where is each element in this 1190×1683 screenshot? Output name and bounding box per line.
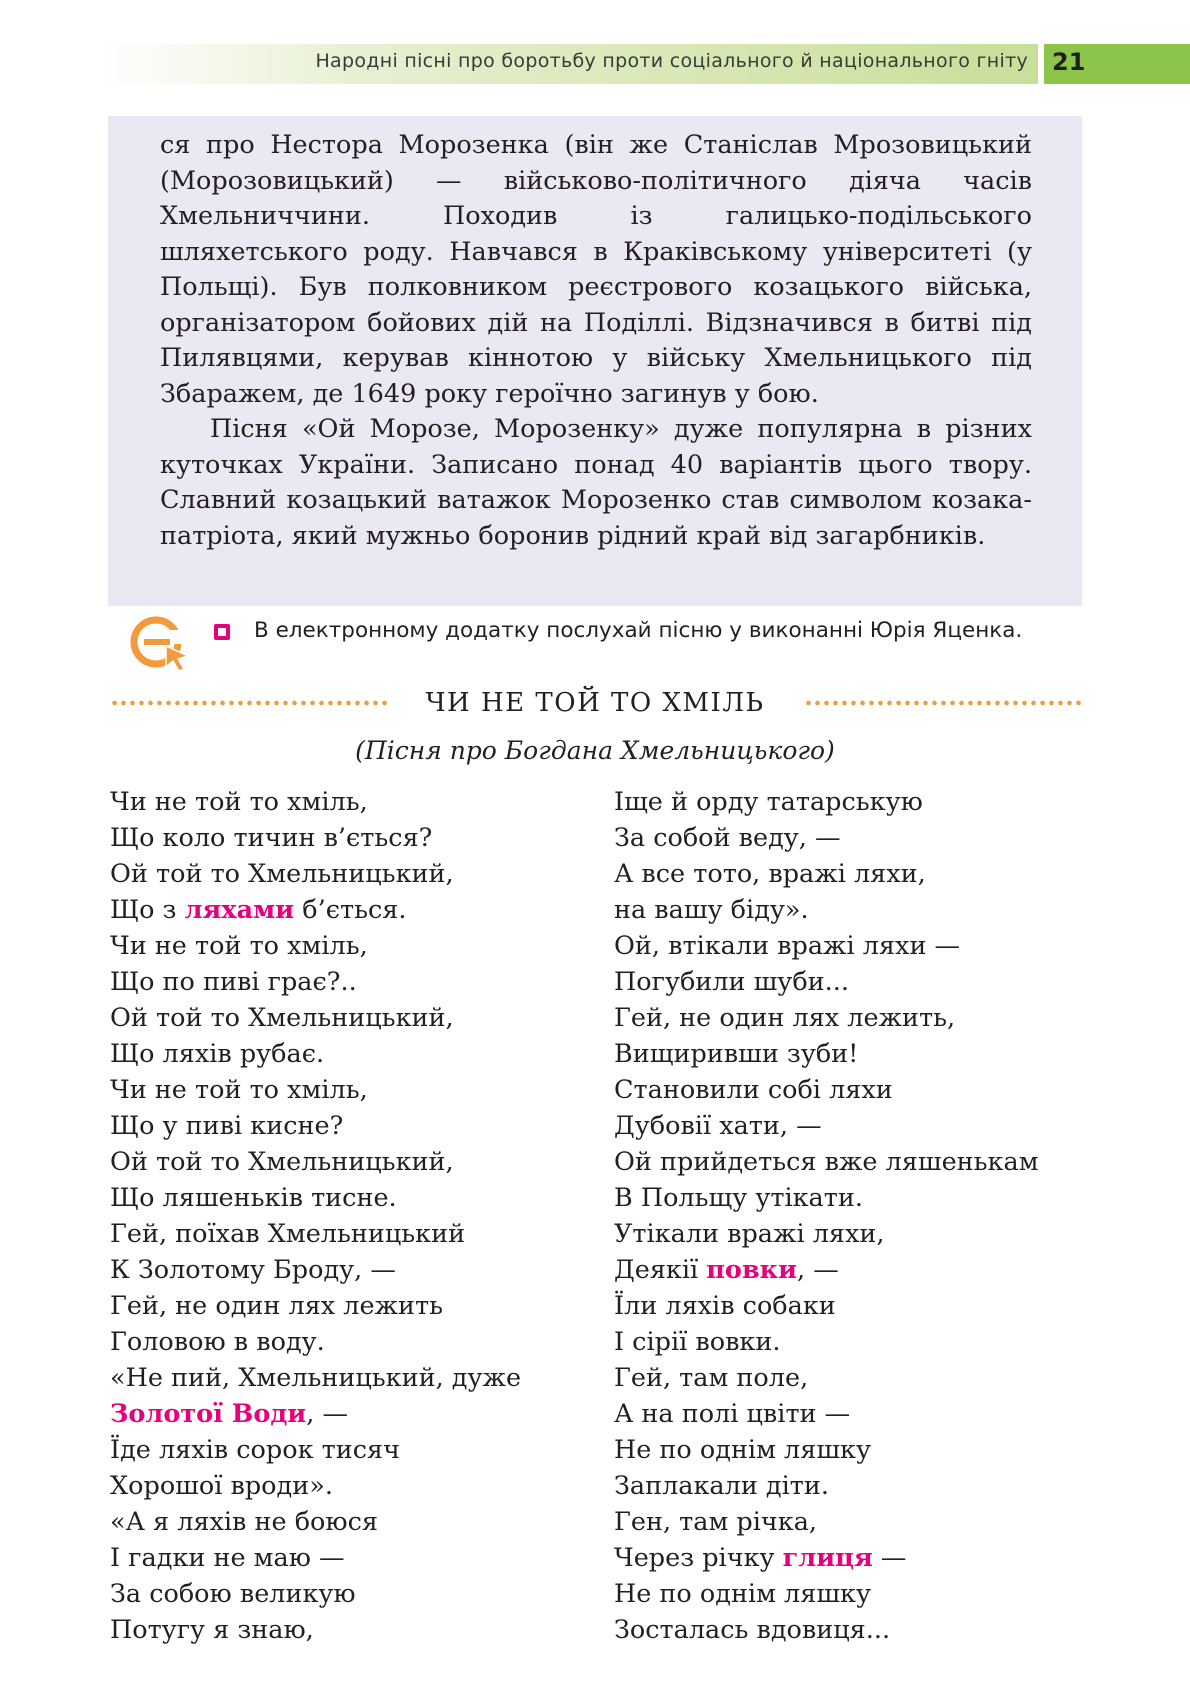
poem-line: Ген, там річка, xyxy=(614,1507,818,1537)
poem-line xyxy=(614,1252,1114,1288)
poem-line-text: Деякії xyxy=(614,1255,707,1285)
poem-line-text: Через річку xyxy=(614,1543,783,1573)
poem-line: Їде ляхів сорок тисяч xyxy=(110,1435,400,1465)
poem-line: Вищиривши зуби! xyxy=(614,1039,859,1069)
poem-line: Ой той то Хмельницький, xyxy=(110,859,454,889)
dotted-divider-left xyxy=(110,700,390,706)
poem-line: Ой прийдеться вже ляшенькам xyxy=(614,1147,1039,1177)
poem-line: Зосталась вдовиця... xyxy=(614,1615,891,1645)
poem-line-text: Що з xyxy=(110,895,185,925)
poem-column-left xyxy=(110,784,610,1648)
square-bullet-icon xyxy=(214,624,230,640)
song-subtitle: (Пісня про Богдана Хмельницького) xyxy=(355,736,835,765)
poem-line: Іще й орду татарськую xyxy=(614,787,923,817)
poem-line: А на полі цвіти — xyxy=(614,1399,851,1429)
poem-line: Ой той то Хмельницький, xyxy=(110,1147,454,1177)
song-title: ЧИ НЕ ТОЙ ТО ХМІЛЬ xyxy=(425,688,765,718)
info-box-text xyxy=(160,128,1032,554)
poem-column-right xyxy=(614,784,1114,1648)
poem-line: Хорошої вроди». xyxy=(110,1471,333,1501)
poem-line-text: б’ється. xyxy=(294,895,407,925)
info-box xyxy=(108,116,1082,606)
info-paragraph-1: ся про Нестора Морозенка (він же Станіслав Мрозовицький (Морозовицький) — військово-політичного діяча часів Хмельниччини. Походив із галицько-подільського шляхетського роду. Навчався в Краківському університеті (у Польщі). Був полковником реєстрового козацького війська, організатором бойових дій на Поділлі. Відзначився в битві під Пилявцями, керував кіннотою у війську Хмельницького під Збаражем, де 1649 року героїчно загинув у бою. xyxy=(160,130,1032,409)
poem-line xyxy=(110,892,610,928)
poem-line: Їли ляхів собаки xyxy=(614,1291,836,1321)
poem-line: Чи не той то хміль, xyxy=(110,787,368,817)
e-supplement-note[interactable]: В електронному додатку послухай пісню у виконанні Юрія Яценка. xyxy=(254,618,1023,643)
poem-line: «А я ляхів не боюся xyxy=(110,1507,378,1537)
poem-line-text: — xyxy=(872,1543,907,1573)
poem-line: Ой, втікали вражі ляхи — xyxy=(614,931,961,961)
poem-line: Чи не той то хміль, xyxy=(110,931,368,961)
poem-line: Не по однім ляшку xyxy=(614,1435,871,1465)
poem-line: Погубили шуби... xyxy=(614,967,849,997)
glossary-term[interactable]: глиця xyxy=(782,1543,873,1573)
poem-line: Що ляхів рубає. xyxy=(110,1039,325,1069)
page-number: 21 xyxy=(1052,48,1086,76)
info-paragraph-2: Пісня «Ой Морозе, Морозенку» дуже популярна в різних куточках України. Записано понад 40 варіантів цього твору. Славний козацький ватажок Морозенко став символом козака-патріота, який мужньо боронив рідний край від загарбників. xyxy=(160,414,1032,551)
poem-line: За собой веду, — xyxy=(614,823,841,853)
e-supplement-icon[interactable] xyxy=(126,612,196,672)
glossary-term[interactable]: повки xyxy=(706,1255,797,1285)
poem-line: Чи не той то хміль, xyxy=(110,1075,368,1105)
poem-line: І сірії вовки. xyxy=(614,1327,781,1357)
poem-line xyxy=(614,1540,1114,1576)
poem-line: Дубовії хати, — xyxy=(614,1111,822,1141)
poem-line: Що по пиві грає?.. xyxy=(110,967,357,997)
poem-line: Заплакали діти. xyxy=(614,1471,829,1501)
poem-line: Гей, там поле, xyxy=(614,1363,809,1393)
poem-line: За собою великую xyxy=(110,1579,356,1609)
dotted-divider-right xyxy=(804,700,1084,706)
poem-line: Що у пиві кисне? xyxy=(110,1111,344,1141)
poem-line: Гей, не один лях лежить xyxy=(110,1291,444,1321)
running-header xyxy=(96,44,1038,84)
poem-line xyxy=(110,1396,610,1432)
poem-line: Що ляшеньків тисне. xyxy=(110,1183,397,1213)
poem-line: Утікали вражі ляхи, xyxy=(614,1219,885,1249)
poem-line: Гей, поїхав Хмельницький xyxy=(110,1219,466,1249)
running-header-title: Народні пісні про боротьбу проти соціального й національного гніту xyxy=(315,50,1028,72)
poem-line: «Не пий, Хмельницький, дуже xyxy=(110,1363,522,1393)
poem-line: Ой той то Хмельницький, xyxy=(110,1003,454,1033)
poem-line: А все тото, вражі ляхи, xyxy=(614,859,926,889)
poem-line: І гадки не маю — xyxy=(110,1543,345,1573)
glossary-term[interactable]: ляхами xyxy=(184,895,295,925)
poem-line: Гей, не один лях лежить, xyxy=(614,1003,956,1033)
page-number-box xyxy=(1044,44,1190,84)
poem-line: Становили собі ляхи xyxy=(614,1075,893,1105)
poem-line: Головою в воду. xyxy=(110,1327,325,1357)
glossary-term[interactable]: Золотої Води xyxy=(110,1399,307,1429)
poem-line: Що коло тичин в’ється? xyxy=(110,823,433,853)
poem-line: Потугу я знаю, xyxy=(110,1615,314,1645)
poem-line: на вашу біду». xyxy=(614,895,809,925)
poem-line: К Золотому Броду, — xyxy=(110,1255,396,1285)
poem-line: Не по однім ляшку xyxy=(614,1579,871,1609)
poem-line-text: , — xyxy=(797,1255,839,1285)
poem-line-text: , — xyxy=(306,1399,348,1429)
poem-line: В Польщу утікати. xyxy=(614,1183,863,1213)
